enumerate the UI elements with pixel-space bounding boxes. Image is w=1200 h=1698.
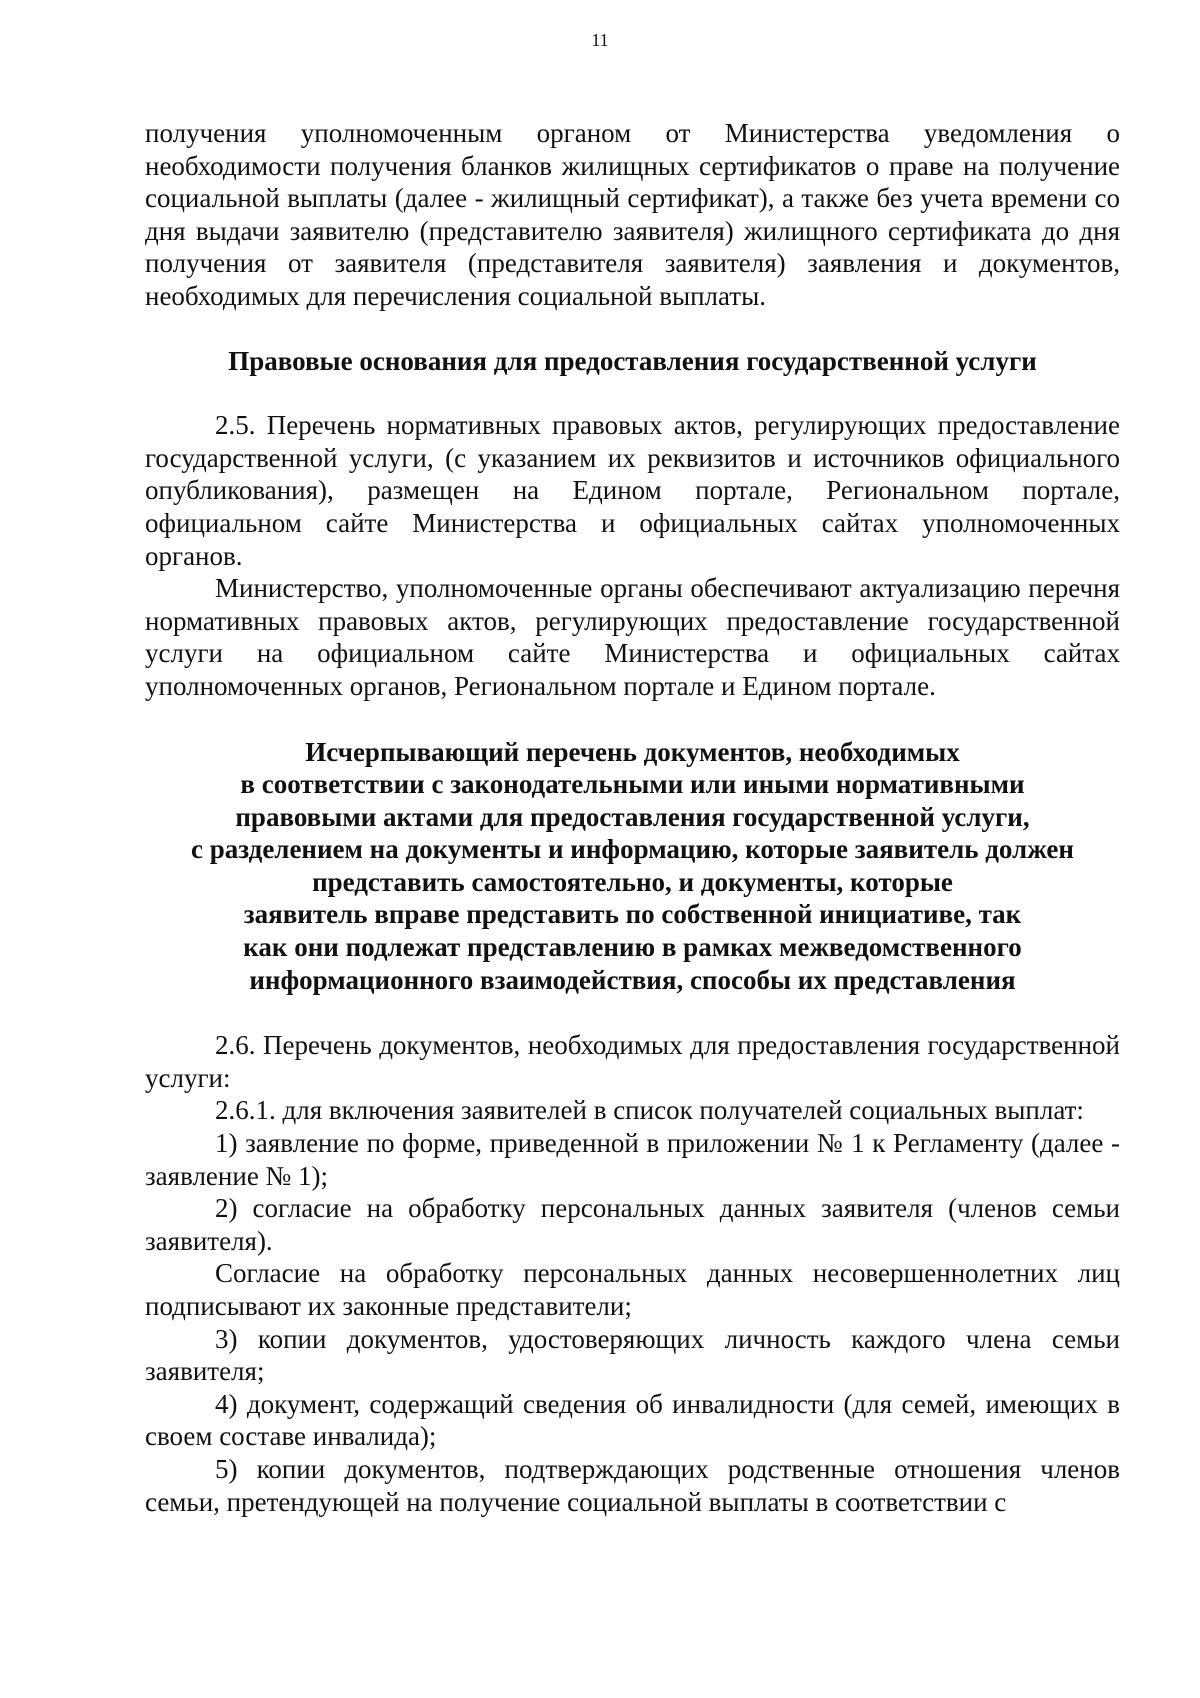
heading-line: как они подлежат представлению в рамках межведомственного bbox=[243, 932, 1022, 963]
intro-paragraph: получения уполномоченным органом от Министерства уведомления о необходимости получения бланков жилищных сертификатов о праве на получение социальной выплаты (далее - жилищный сертификат), а также без учета времени со дня выдачи заявителю (представителю заявителя) жилищного сертификата до дня получения от заявителя (представителя заявителя) заявления и документов, необходимых для перечисления социальной выплаты. bbox=[145, 118, 1120, 311]
heading-line: в соответствии с законодательными или иными нормативными bbox=[240, 769, 1025, 800]
spacer bbox=[145, 377, 1120, 409]
list-item-3: 3) копии документов, удостоверяющих личность каждого члена семьи заявителя; bbox=[145, 1323, 1120, 1387]
heading-line: информационного взаимодействия, способы их представления bbox=[249, 964, 1016, 995]
heading-line: представить самостоятельно, и документы, которые bbox=[312, 866, 953, 897]
list-item-2: 2) согласие на обработку персональных данных заявителя (членов семьи заявителя). bbox=[145, 1193, 1120, 1256]
paragraph-2-6: 2.6. Перечень документов, необходимых для предоставления государственной услуги: bbox=[145, 1030, 1120, 1093]
heading-line: заявитель вправе представить по собственной инициативе, так bbox=[243, 899, 1022, 930]
list-item-2-consent-note: Согласие на обработку персональных данных несовершеннолетних лиц подписывают их законные представители; bbox=[145, 1258, 1120, 1321]
list-item-5: 5) копии документов, подтверждающих родственные отношения членов семьи, претендующей на получение социальной выплаты в соответствии с bbox=[145, 1453, 1120, 1517]
spacer bbox=[145, 996, 1120, 1029]
section-heading-documents-list bbox=[145, 736, 1120, 997]
page-number: 11 bbox=[591, 30, 609, 50]
heading-line: с разделением на документы и информацию, которые заявитель должен bbox=[191, 834, 1074, 865]
spacer bbox=[145, 703, 1120, 736]
section-heading-legal-basis: Правовые основания для предоставления государственной услуги bbox=[228, 345, 1037, 376]
paragraph-2-6-1: 2.6.1. для включения заявителей в список получателей социальных выплат: bbox=[215, 1095, 1084, 1126]
spacer bbox=[145, 313, 1120, 345]
heading-line: правовыми актами для предоставления государственной услуги, bbox=[235, 801, 1030, 832]
paragraph-2-5: 2.5. Перечень нормативных правовых актов, регулирующих предоставление государственной услуги, (с указанием их реквизитов и источников официального опубликования), размещен на Едином портале, Региональном портале, официальном сайте Министерства и официальных сайтах уполномоченных органов. bbox=[145, 410, 1120, 571]
heading-line: Исчерпывающий перечень документов, необходимых bbox=[305, 736, 960, 767]
paragraph-2-5-update: Министерство, уполномоченные органы обеспечивают актуализацию перечня нормативных правовых актов, регулирующих предоставление государственной услуги на официальном сайте Министерства и официальных сайтах уполномоченных органов, Региональном портале и Едином портале. bbox=[145, 573, 1120, 701]
document-body bbox=[145, 117, 1120, 1518]
list-item-1: 1) заявление по форме, приведенной в приложении № 1 к Регламенту (далее - заявление № 1); bbox=[145, 1128, 1120, 1191]
list-item-4: 4) документ, содержащий сведения об инвалидности (для семей, имеющих в своем составе инвалида); bbox=[145, 1388, 1120, 1452]
